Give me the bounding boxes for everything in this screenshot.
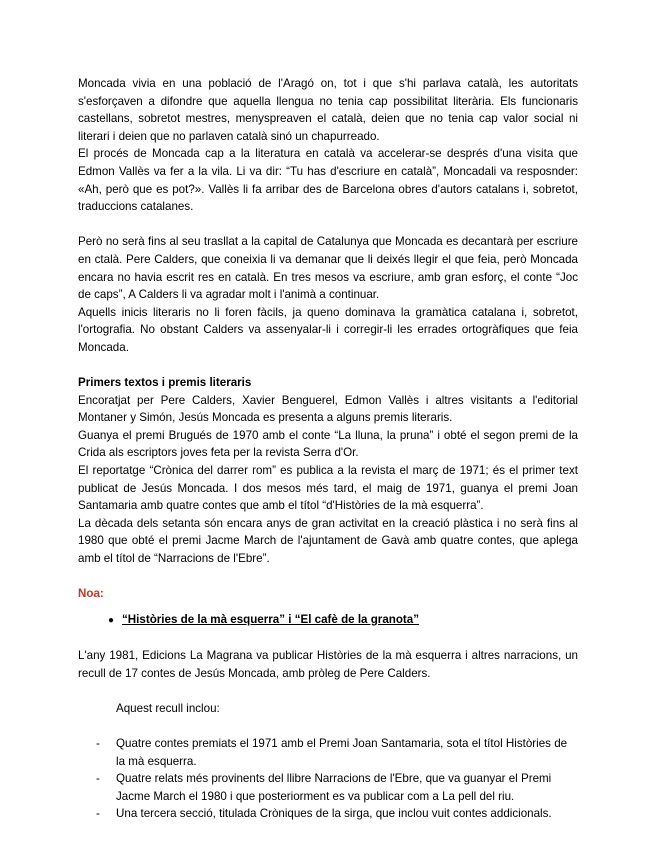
spacer: [78, 357, 578, 375]
list-item: [78, 805, 578, 823]
paragraph-barcelona: Però no serà fins al seu trasllat a la capital de Catalunya que Moncada es decantarà per escriure en ctalà. Pere Calders, que coneixia li va demanar que li deixés llegir el que feia, però Moncada encara no havia escrit res en català. En tres mesos va escriure, amb gran esforç, el conte “Joc de caps”, A Calders li va agradar molt i l'animà a continuar.: [78, 235, 578, 302]
paragraph-seventies: La dècada dels setanta són encara anys de gran activitat en la creació plàstica i no serà fins al 1980 que obté el premi Jacme March de l'ajuntament de Gavà amb quatre contes, que aplega amb el títol de “Narracions de l'Ebre”.: [78, 516, 578, 566]
document-body: [78, 75, 578, 823]
paragraph-brugues-prize: Guanya el premi Brugués de 1970 amb el conte “La lluna, la pruna” i obté el segon premi de la Crida als escriptors joves feta per la revista Serra d'Or.: [78, 428, 578, 460]
collection-list: [78, 735, 578, 823]
paragraph-first-text: El reportatge “Crònica del darrer rom” es publica a la revista el març de 1971; és el primer text publicat de Jesús Moncada. I dos mesos més tard, el maig de 1971, guanya el premi Joan Santamaria amb quatre contes que amb el títol “d'Històries de la mà esquerra”.: [78, 464, 578, 513]
paragraph-magrana: L'any 1981, Edicions La Magrana va publicar Històries de la mà esquerra i altres narracions, un recull de 17 contes de Jesús Moncada, amb pròleg de Pere Calders.: [78, 649, 578, 680]
spacer: [78, 682, 578, 700]
paragraph-valles-visit: El procés de Moncada cap a la literatura en català va accelerar-se després d'una visita que Edmon Vallès va fer a la vila. Li va dir: “Tu has d'escriure en català”, Moncadali va resposnder: «Ah, però que es pot?». Vallès li fa arribar des de Barcelona obres d'autors catalans i, sobretot, traduccions catalanes.: [78, 147, 578, 214]
collection-intro: Aquest recull inclou:: [116, 701, 220, 715]
bullet-item: [108, 611, 578, 630]
spacer: [78, 568, 578, 586]
paragraph-early-writing: Aquells inicis literaris no li foren fàcils, ja queno dominava la gramàtica catalana i, sobretot, l'ortografia. No obstant Calders va assenyalar-li i corregir-li les errades ortogràfiques que feia Moncada.: [78, 305, 578, 354]
bullet-title: “Històries de la mà esquerra” i “El cafè de la granota”: [122, 612, 420, 626]
list-item-text: Quatre contes premiats el 1971 amb el Premi Joan Santamaria, sota el títol Històries de la mà esquerra.: [116, 736, 568, 768]
list-item: [78, 770, 578, 805]
dash-marker: -: [96, 807, 100, 821]
paragraph-encouraged: Encoratjat per Pere Calders, Xavier Benguerel, Edmon Vallès i altres visitants a l'editorial Montaner y Simón, Jesús Moncada es presenta a alguns premis literaris.: [78, 393, 578, 425]
dash-marker: -: [96, 772, 100, 786]
spacer: [78, 717, 578, 735]
list-item-text: Una tercera secció, titulada Cròniques de la sirga, que inclou vuit contes addicionals.: [116, 807, 552, 821]
paragraph-aragon: Moncada vivia en una població de l'Aragó on, tot i que s'hi parlava català, les autoritats s'esforçaven a difondre que aquella llengua no tenia cap possibilitat literària. Els funcionaris castellans, sobretot mestres, menyspreaven el català, deien que no tenia cap valor social ni literari i deien que no parlaven català sinó un chapurreado.: [78, 77, 578, 143]
list-item: [78, 735, 578, 770]
dash-marker: -: [96, 736, 100, 750]
spacer: [78, 216, 578, 234]
bullet-icon: ●: [108, 614, 115, 626]
spacer: [78, 603, 578, 611]
noa-label: Noa:: [78, 587, 104, 601]
list-item-text: Quatre relats més provinents del llibre Narracions de l'Ebre, que va guanyar el Premi Jacme March el 1980 i que posteriorment es va publicar com a La pell del riu.: [116, 772, 552, 803]
section-heading: Primers textos i premis literaris: [78, 376, 252, 390]
spacer: [78, 629, 578, 647]
